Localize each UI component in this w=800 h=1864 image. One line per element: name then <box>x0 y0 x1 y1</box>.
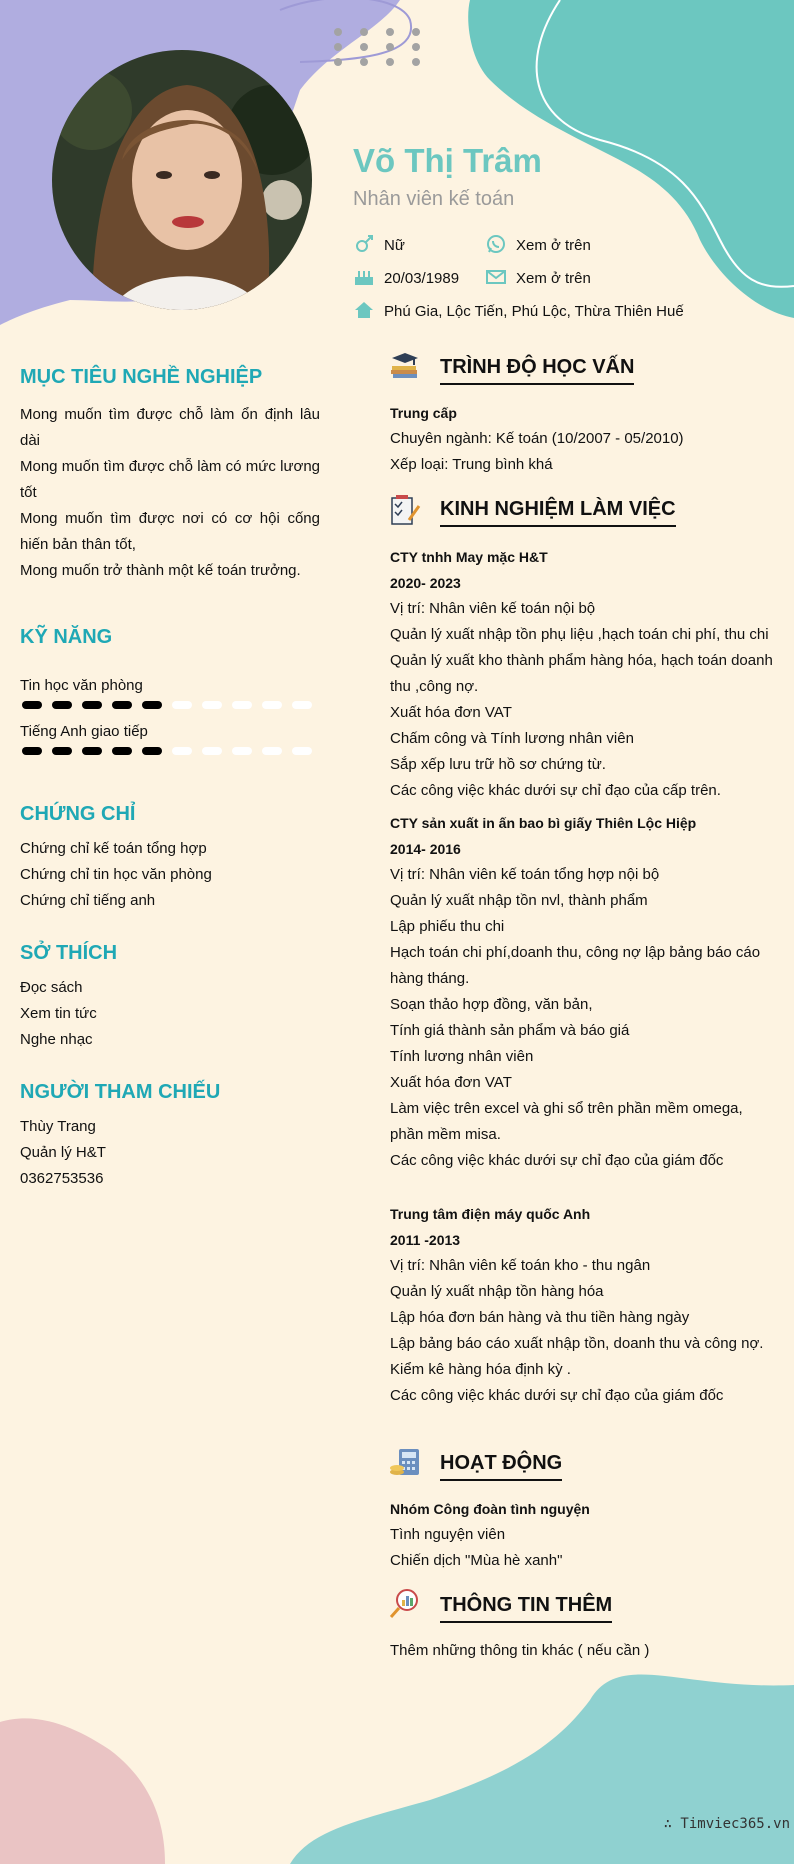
hobby-item: Đọc sách <box>20 979 83 996</box>
job-line: Lập hóa đơn bán hàng và thu tiền hàng ngày <box>390 1309 690 1326</box>
magnifier-chart-icon <box>389 1588 421 1620</box>
objective-line: Mong muốn trở thành một kế toán trưởng. <box>20 562 301 579</box>
job-line: Lập phiếu thu chi <box>390 918 505 935</box>
job-line: Làm việc trên excel và ghi sổ trên phần mềm omega, phần mềm misa. <box>390 1100 743 1143</box>
job-line: Tính giá thành sản phẩm và báo giá <box>390 1022 630 1039</box>
job-line: Các công việc khác dưới sự chỉ đạo của giám đốc <box>390 1152 724 1169</box>
job-line: Lập bảng báo cáo xuất nhập tồn, doanh thu và công nợ. <box>390 1335 764 1352</box>
job-line: Các công việc khác dưới sự chỉ đạo của giám đốc <box>390 1387 724 1404</box>
job-period: 2011 -2013 <box>390 1232 461 1248</box>
job-period: 2020- 2023 <box>390 575 461 591</box>
skill-dash-empty <box>172 701 192 709</box>
references-list <box>20 1114 320 1192</box>
skill-dash-empty <box>262 747 282 755</box>
certificate-item: Chứng chỉ kế toán tổng hợp <box>20 840 207 857</box>
job-line: Quản lý xuất kho thành phẩm hàng hóa, hạch toán doanh thu ,công nợ. <box>390 652 773 695</box>
activity-line: Tình nguyện viên <box>390 1526 506 1543</box>
skill-dash-empty <box>172 747 192 755</box>
skill-level-bar <box>20 746 325 756</box>
experience-job <box>390 810 780 1174</box>
activity-org: Nhóm Công đoàn tình nguyện <box>390 1501 590 1517</box>
job-line: Sắp xếp lưu trữ hồ sơ chứng từ. <box>390 756 606 773</box>
education-grade: Xếp loại: Trung bình khá <box>390 456 553 473</box>
candidate-name: Võ Thị Trâm <box>353 142 542 179</box>
skill-dash-filled <box>22 747 42 755</box>
birthday-value: 20/03/1989 <box>384 270 460 287</box>
email-icon <box>485 267 507 287</box>
job-line: Các công việc khác dưới sự chỉ đạo của cấp trên. <box>390 782 721 799</box>
job-line: Quản lý xuất nhập tồn nvl, thành phẩm <box>390 892 648 909</box>
skill-dash-empty <box>292 747 312 755</box>
hobby-item: Xem tin tức <box>20 1005 97 1022</box>
skills-heading: KỸ NĂNG <box>20 626 113 648</box>
reference-item: 0362753536 <box>20 1170 104 1187</box>
reference-item: Quản lý H&T <box>20 1144 106 1161</box>
job-company: CTY tnhh May mặc H&T <box>390 549 548 565</box>
reference-item: Thùy Trang <box>20 1118 96 1135</box>
skill-label: Tiếng Anh giao tiếp <box>20 723 148 740</box>
skill-dash-empty <box>292 701 312 709</box>
education-level: Trung cấp <box>390 405 457 421</box>
job-line: Quản lý xuất nhập tồn phụ liệu ,hạch toán chi phí, thu chi <box>390 626 769 643</box>
skill-dash-filled <box>82 747 102 755</box>
work-checklist-icon <box>389 494 421 526</box>
objective-line: Mong muốn tìm được chỗ làm có mức lương tốt <box>20 458 320 501</box>
calculator-coins-icon <box>389 1446 421 1478</box>
job-period: 2014- 2016 <box>390 841 461 857</box>
extra-info-heading: THÔNG TIN THÊM <box>440 1594 612 1623</box>
skill-level-bar <box>20 700 325 710</box>
graduation-books-icon <box>389 350 421 382</box>
address-value: Phú Gia, Lộc Tiến, Phú Lộc, Thừa Thiên Huế <box>384 303 684 320</box>
education-major: Chuyên ngành: Kế toán (10/2007 - 05/2010) <box>390 430 684 447</box>
skill-dash-filled <box>112 701 132 709</box>
avatar <box>52 50 312 310</box>
job-line: Kiểm kê hàng hóa định kỳ . <box>390 1361 571 1378</box>
hobbies-list <box>20 975 320 1053</box>
gender-value: Nữ <box>384 237 405 254</box>
experience-job <box>390 544 780 804</box>
watermark: ∴ Timviec365.vn <box>663 1816 790 1832</box>
skill-dash-filled <box>52 701 72 709</box>
job-line: Xuất hóa đơn VAT <box>390 1074 512 1091</box>
certificate-item: Chứng chỉ tiếng anh <box>20 892 156 909</box>
skill-dash-filled <box>112 747 132 755</box>
job-company: Trung tâm điện máy quốc Anh <box>390 1206 591 1222</box>
job-line: Vị trí: Nhân viên kế toán nội bộ <box>390 600 596 617</box>
hobbies-heading: SỞ THÍCH <box>20 942 118 964</box>
skill-dash-empty <box>232 701 252 709</box>
skill-dash-empty <box>202 747 222 755</box>
job-line: Hạch toán chi phí,doanh thu, công nợ lập bảng báo cáo hàng tháng. <box>390 944 761 987</box>
education-block <box>390 400 780 478</box>
skill-dash-filled <box>22 701 42 709</box>
certificates-heading: CHỨNG CHỈ <box>20 803 136 825</box>
skill-label: Tin học văn phòng <box>20 677 143 694</box>
job-line: Vị trí: Nhân viên kế toán kho - thu ngân <box>390 1257 651 1274</box>
gender-icon <box>353 234 375 254</box>
skill-dash-empty <box>202 701 222 709</box>
skill-dash-filled <box>142 701 162 709</box>
skill-dash-filled <box>52 747 72 755</box>
education-heading: TRÌNH ĐỘ HỌC VẤN <box>440 356 634 385</box>
birthday-cake-icon <box>353 267 375 287</box>
job-line: Xuất hóa đơn VAT <box>390 704 512 721</box>
phone-icon <box>485 234 507 254</box>
activities-block <box>390 1496 780 1574</box>
certificates-list <box>20 836 320 914</box>
objective-line: Mong muốn tìm được chỗ làm ổn định lâu dài <box>20 406 320 449</box>
activities-heading: HOẠT ĐỘNG <box>440 1452 562 1481</box>
home-icon <box>353 300 375 320</box>
email-value: Xem ở trên <box>516 270 591 287</box>
certificate-item: Chứng chỉ tin học văn phòng <box>20 866 212 883</box>
activity-line: Chiến dịch "Mùa hè xanh" <box>390 1552 563 1569</box>
references-heading: NGƯỜI THAM CHIẾU <box>20 1081 221 1103</box>
phone-value: Xem ở trên <box>516 237 591 254</box>
job-line: Vị trí: Nhân viên kế toán tổng hợp nội bộ <box>390 866 660 883</box>
objective-line: Mong muốn tìm được nơi có cơ hội cống hiến bản thân tốt, <box>20 510 320 553</box>
skill-dash-empty <box>232 747 252 755</box>
job-title: Nhân viên kế toán <box>353 188 515 210</box>
skill-dash-empty <box>262 701 282 709</box>
job-line: Chấm công và Tính lương nhân viên <box>390 730 634 747</box>
hobby-item: Nghe nhạc <box>20 1031 93 1048</box>
objective-list <box>20 402 320 584</box>
experience-heading: KINH NGHIỆM LÀM VIỆC <box>440 498 676 527</box>
extra-info-text: Thêm những thông tin khác ( nếu cần ) <box>390 1642 650 1659</box>
skill-dash-filled <box>142 747 162 755</box>
experience-job <box>390 1201 780 1409</box>
skill-dash-filled <box>82 701 102 709</box>
job-line: Soạn thảo hợp đồng, văn bản, <box>390 996 593 1013</box>
objective-heading: MỤC TIÊU NGHỀ NGHIỆP <box>20 366 263 388</box>
job-line: Tính lương nhân viên <box>390 1048 534 1065</box>
job-line: Quản lý xuất nhập tồn hàng hóa <box>390 1283 604 1300</box>
job-company: CTY sản xuất in ấn bao bì giấy Thiên Lộc Hiệp <box>390 815 697 831</box>
